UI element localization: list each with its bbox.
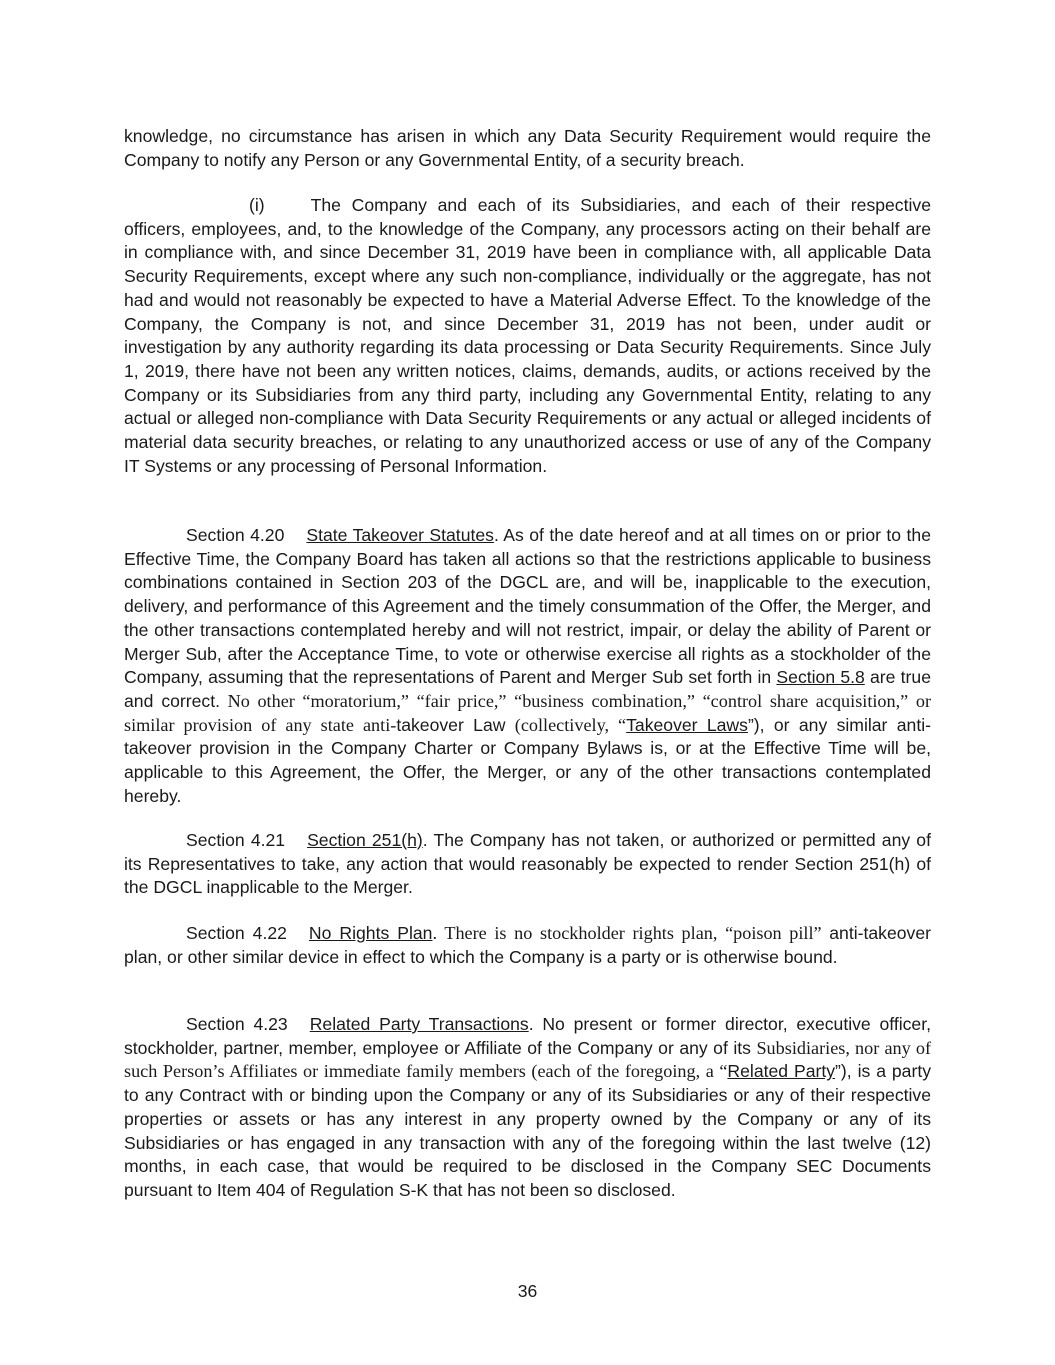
related-party-defined-term: Related Party [727, 1061, 836, 1082]
section-4-21-text: . The Company has not taken, or authorized or permitted any of its Representatives to take, any action that would reasonably be expected to render Section 251(h) of the DGCL inapplicable to the Merger. [124, 830, 931, 898]
section-4-23-text-1: . No present or former director, executive officer, stockholder, partner, member, employee or Affiliate of the Company or any of its [124, 1014, 931, 1058]
item-i-text: The Company and each of its Subsidiaries, and each of their respective officers, employees, and, to the knowledge of the Company, any processors acting on their behalf are in compliance with, and since December 31, 2019 have been in compliance with, all applicable Data Security Requirements, except where any such non-compliance, individually or the aggregate, has not had and would not reasonably be expected to have a Material Adverse Effect. To the knowledge of the Company, the Company is not, and since December 31, 2019 has not been, under audit or investigation by any authority regarding its data processing or Data Security Requirements. Since July 1, 2019, there have not been any written notices, claims, demands, audits, or actions received by the Company or its Subsidiaries from any third party, including any Governmental Entity, relating to any actual or alleged non-compliance with Data Security Requirements or any actual or alleged incidents of material data security breaches, or relating to any unauthorized access or use of any of the Company IT Systems or any processing of Personal Information. [124, 195, 931, 476]
item-i-paragraph [124, 194, 931, 478]
section-4-21-paragraph [124, 829, 931, 900]
section-4-20-text-1: . As of the date hereof and at all times on or prior to the Effective Time, the Company Board has taken all actions so that the restrictions applicable to business combinations contained in Section 203 of the DGCL are, and will be, inapplicable to the execution, delivery, and performance of this Agreement and the timely consummation of the Offer, the Merger, and the other transactions contemplated hereby and will not restrict, impair, or delay the ability of Parent or Merger Sub, after the Acceptance Time, to vote or otherwise exercise all rights as a stockholder of the Company, assuming that the representations of Parent and Merger Sub set forth in [124, 525, 931, 688]
section-4-22-title: No Rights Plan [308, 923, 433, 943]
takeover-laws-defined-term: Takeover Laws [626, 714, 748, 735]
section-4-23-text-serif: Subsidiaries, nor any of such Person’s Affiliates or immediate family members (each of the foregoing, a “ [124, 1037, 932, 1082]
section-4-20-text-2: are true and correct. [124, 667, 931, 711]
section-5-8-reference: Section 5.8 [776, 667, 865, 688]
section-4-21-number: Section 4.21 [186, 830, 286, 850]
section-4-22-text-serif: . There is no stockholder rights plan, “poison pill” [432, 923, 830, 943]
section-4-20-paragraph [124, 524, 931, 808]
section-4-20-text-4: ”), or any similar anti-takeover provision in the Company Charter or Company Bylaws is, or at the Effective Time will be, applicable to this Agreement, the Offer, the Merger, or any of the other transactions contemplated hereby. [124, 714, 931, 806]
section-4-20-text-serif: No other “moratorium,” “fair price,” “business combination,” “control share acquisition,” or similar provision of any state anti- [124, 690, 932, 735]
item-i-label: (i) [249, 195, 265, 215]
section-4-23-paragraph [124, 1013, 931, 1203]
section-4-22-paragraph [124, 922, 931, 969]
section-4-23-text-2: ”), is a party to any Contract with or binding upon the Company or any of its Subsidiaries or any of their respective properties or assets or has any interest in any property owned by the Company or any of its Subsidiaries or has engaged in any transaction with any of the foregoing within the last twelve (12) months, in each case, that would be required to be disclosed in the Company SEC Documents pursuant to Item 404 of Regulation S-K that has not been so disclosed. [124, 1061, 932, 1200]
section-4-20-text-serif-2: (collectively, “ [514, 714, 627, 735]
section-4-21-title: Section 251(h) [307, 830, 423, 850]
section-4-22-number: Section 4.22 [186, 923, 287, 943]
section-4-23-number: Section 4.23 [186, 1014, 288, 1034]
page-number: 36 [517, 1281, 538, 1301]
section-4-20-title: State Takeover Statutes [306, 525, 494, 545]
continuation-text: knowledge, no circumstance has arisen in which any Data Security Requirement would require the Company to notify any Person or any Governmental Entity, of a security breach. [124, 126, 931, 170]
section-4-22-text: anti-takeover plan, or other similar device in effect to which the Company is a party or is otherwise bound. [124, 923, 931, 967]
continuation-paragraph [124, 125, 931, 172]
section-4-20-number: Section 4.20 [186, 525, 285, 545]
section-4-23-title: Related Party Transactions [309, 1014, 529, 1034]
section-4-20-text-3: takeover Law [396, 714, 515, 735]
